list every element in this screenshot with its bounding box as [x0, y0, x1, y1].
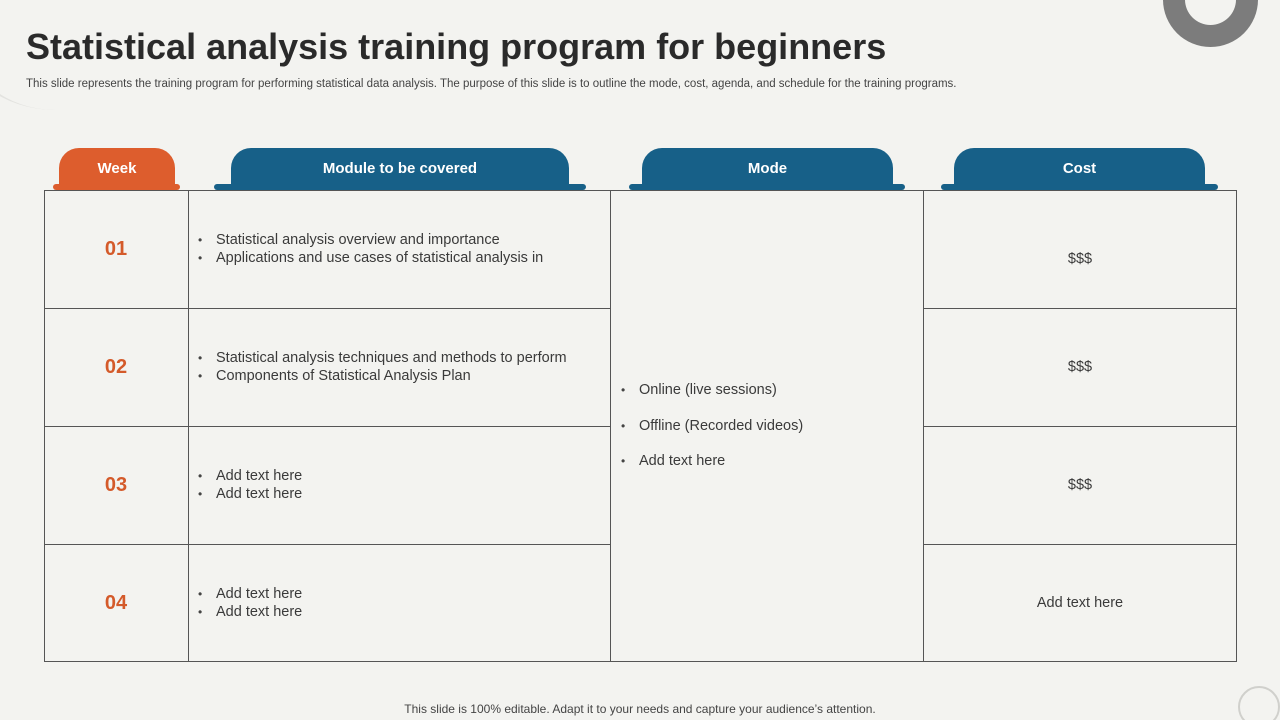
list-item: • Add text here	[198, 467, 302, 485]
header-module	[231, 148, 569, 188]
list-item: • Add text here	[198, 485, 302, 503]
list-item: • Online (live sessions)	[621, 381, 803, 399]
header-cost	[954, 148, 1205, 188]
list-item: • Add text here	[198, 585, 302, 603]
week-number: 03	[104, 473, 128, 496]
page-subtitle: This slide represents the training program for performing statistical data analysis. The purpose of this slide is to outline the mode, cost, agenda, and schedule for the training programs.	[26, 78, 957, 90]
cost-value: $$$	[1067, 251, 1093, 267]
module-cell	[198, 426, 608, 544]
header-week-label: Week	[97, 159, 137, 177]
module-list	[198, 231, 543, 267]
page-title: Statistical analysis training program for beginners	[26, 26, 887, 67]
list-item: • Add text here	[198, 603, 302, 621]
list-item: • Statistical analysis overview and importance	[198, 231, 543, 249]
list-item: • Components of Statistical Analysis Plan	[198, 367, 567, 385]
decorative-ring	[1163, 0, 1258, 47]
header-module-label: Module to be covered	[322, 159, 478, 177]
cost-value: $$$	[1067, 477, 1093, 493]
list-item: • Add text here	[621, 452, 803, 470]
list-item: • Offline (Recorded videos)	[621, 417, 803, 435]
module-list	[198, 585, 302, 621]
list-item: • Applications and use cases of statistical analysis in	[198, 249, 543, 267]
header-mode	[642, 148, 893, 188]
week-number: 01	[104, 237, 128, 260]
list-item: • Statistical analysis techniques and methods to perform	[198, 349, 567, 367]
week-number: 04	[104, 591, 128, 614]
header-week	[59, 148, 175, 188]
mode-list	[621, 381, 803, 488]
mode-cell	[621, 190, 921, 662]
header-cost-label: Cost	[1062, 159, 1097, 177]
header-mode-label: Mode	[747, 159, 788, 177]
module-list	[198, 467, 302, 503]
module-cell	[198, 308, 608, 426]
module-cell	[198, 190, 608, 308]
week-number: 02	[104, 355, 128, 378]
cost-value: Add text here	[1036, 595, 1124, 611]
training-table	[44, 190, 1237, 662]
cost-value: $$$	[1067, 359, 1093, 375]
module-list	[198, 349, 567, 385]
footer-note: This slide is 100% editable. Adapt it to your needs and capture your audience’s attention.	[404, 702, 876, 716]
module-cell	[198, 544, 608, 662]
